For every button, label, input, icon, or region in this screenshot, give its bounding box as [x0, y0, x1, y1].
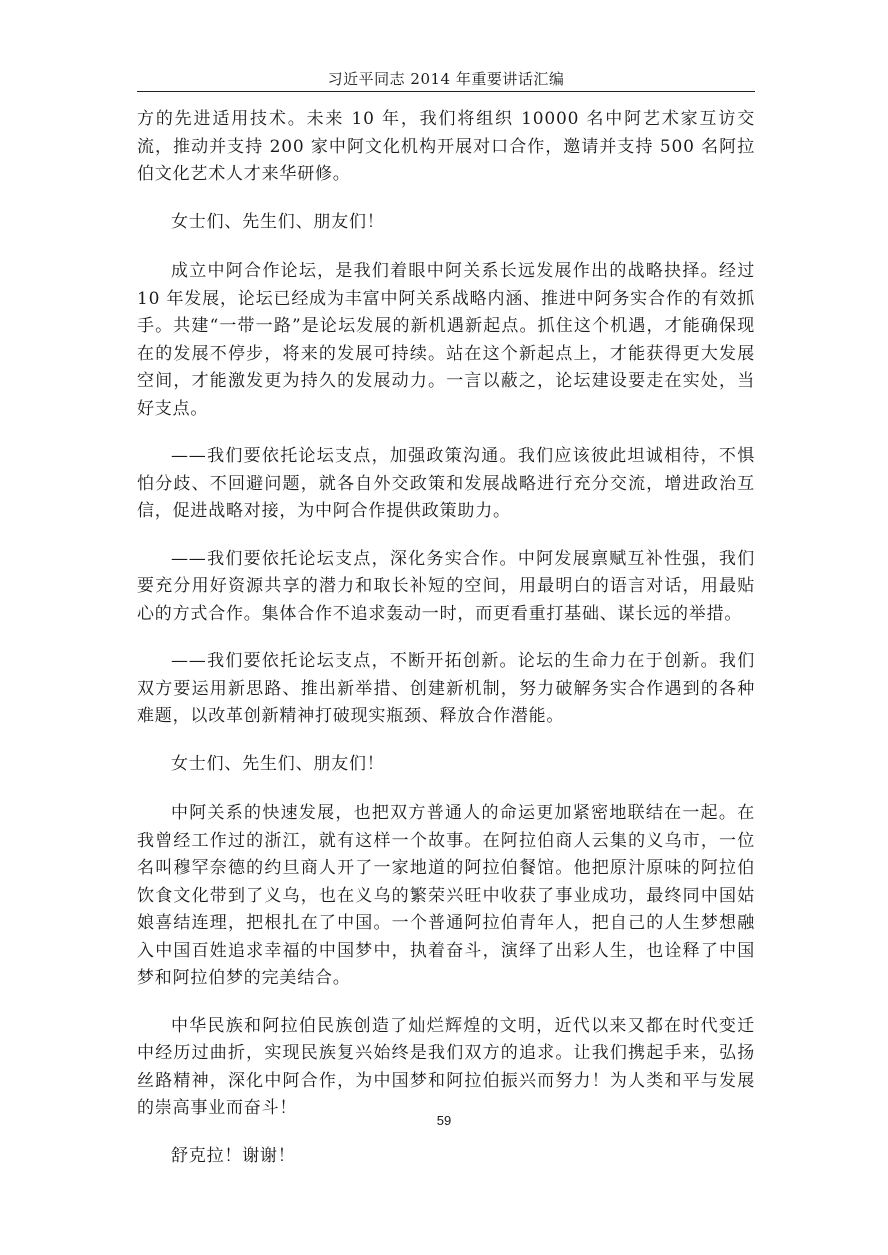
paragraph-point-innovation: ——我们要依托论坛支点，不断开拓创新。论坛的生命力在于创新。我们双方要运用新思路、推出新举措、创建新机制，努力破解务实合作遇到的各种难题，以改革创新精神打破现实瓶颈、释放合作潜能。 — [137, 651, 755, 726]
header-divider — [137, 91, 755, 92]
body-text — [137, 106, 755, 1190]
page-number: 59 — [436, 1113, 452, 1128]
paragraph-greeting: 女士们、先生们、朋友们！ — [171, 211, 385, 232]
paragraph-point-policy: ——我们要依托论坛支点，加强政策沟通。我们应该彼此坦诚相待，不惧怕分歧、不回避问题，就各自外交政策和发展战略进行充分交流，增进政治互信，促进战略对接，为中阿合作提供政策助力。 — [137, 446, 755, 521]
paragraph-greeting: 女士们、先生们、朋友们！ — [171, 753, 385, 774]
paragraph-closing: 中华民族和阿拉伯民族创造了灿烂辉煌的文明，近代以来又都在时代变迁中经历过曲折，实现民族复兴始终是我们双方的追求。让我们携起手来，弘扬丝路精神，深化中阿合作，为中国梦和阿拉伯振兴而努力！为人类和平与发展的崇高事业而奋斗！ — [137, 1015, 755, 1118]
paragraph-thanks: 舒克拉！谢谢！ — [171, 1145, 296, 1166]
running-header: 习近平同志 2014 年重要讲话汇编 — [327, 70, 565, 88]
paragraph-story: 中阿关系的快速发展，也把双方普通人的命运更加紧密地联结在一起。在我曾经工作过的浙江，就有这样一个故事。在阿拉伯商人云集的义乌市，一位名叫穆罕奈德的约旦商人开了一家地道的阿拉伯餐馆。他把原汁原味的阿拉伯饮食文化带到了义乌，也在义乌的繁荣兴旺中收获了事业成功，最终同中国姑娘喜结连理，把根扎在了中国。一个普通阿拉伯青年人，把自己的人生梦想融入中国百姓追求幸福的中国梦中，执着奋斗，演绎了出彩人生，也诠释了中国梦和阿拉伯梦的完美结合。 — [137, 803, 755, 988]
paragraph-continued: 方的先进适用技术。未来 10 年，我们将组织 10000 名中阿艺术家互访交流，推动并支持 200 家中阿文化机构开展对口合作，邀请并支持 500 名阿拉伯文化艺术人才来华研修。 — [137, 109, 755, 184]
paragraph-point-cooperation: ——我们要依托论坛支点，深化务实合作。中阿发展禀赋互补性强，我们要充分用好资源共享的潜力和取长补短的空间，用最明白的语言对话，用最贴心的方式合作。集体合作不追求轰动一时，而更看重打基础、谋长远的举措。 — [137, 548, 755, 624]
paragraph: 成立中阿合作论坛，是我们着眼中阿关系长远发展作出的战略抉择。经过 10 年发展，论坛已经成为丰富中阿关系战略内涵、推进中阿务实合作的有效抓手。共建“一带一路”是论坛发展的新机遇新起点。抓住这个机遇，才能确保现在的发展不停步，将来的发展可持续。站在这个新起点上，才能获得更大发展空间，才能激发更为持久的发展动力。一言以蔽之，论坛建设要走在实处，当好支点。 — [137, 261, 755, 419]
